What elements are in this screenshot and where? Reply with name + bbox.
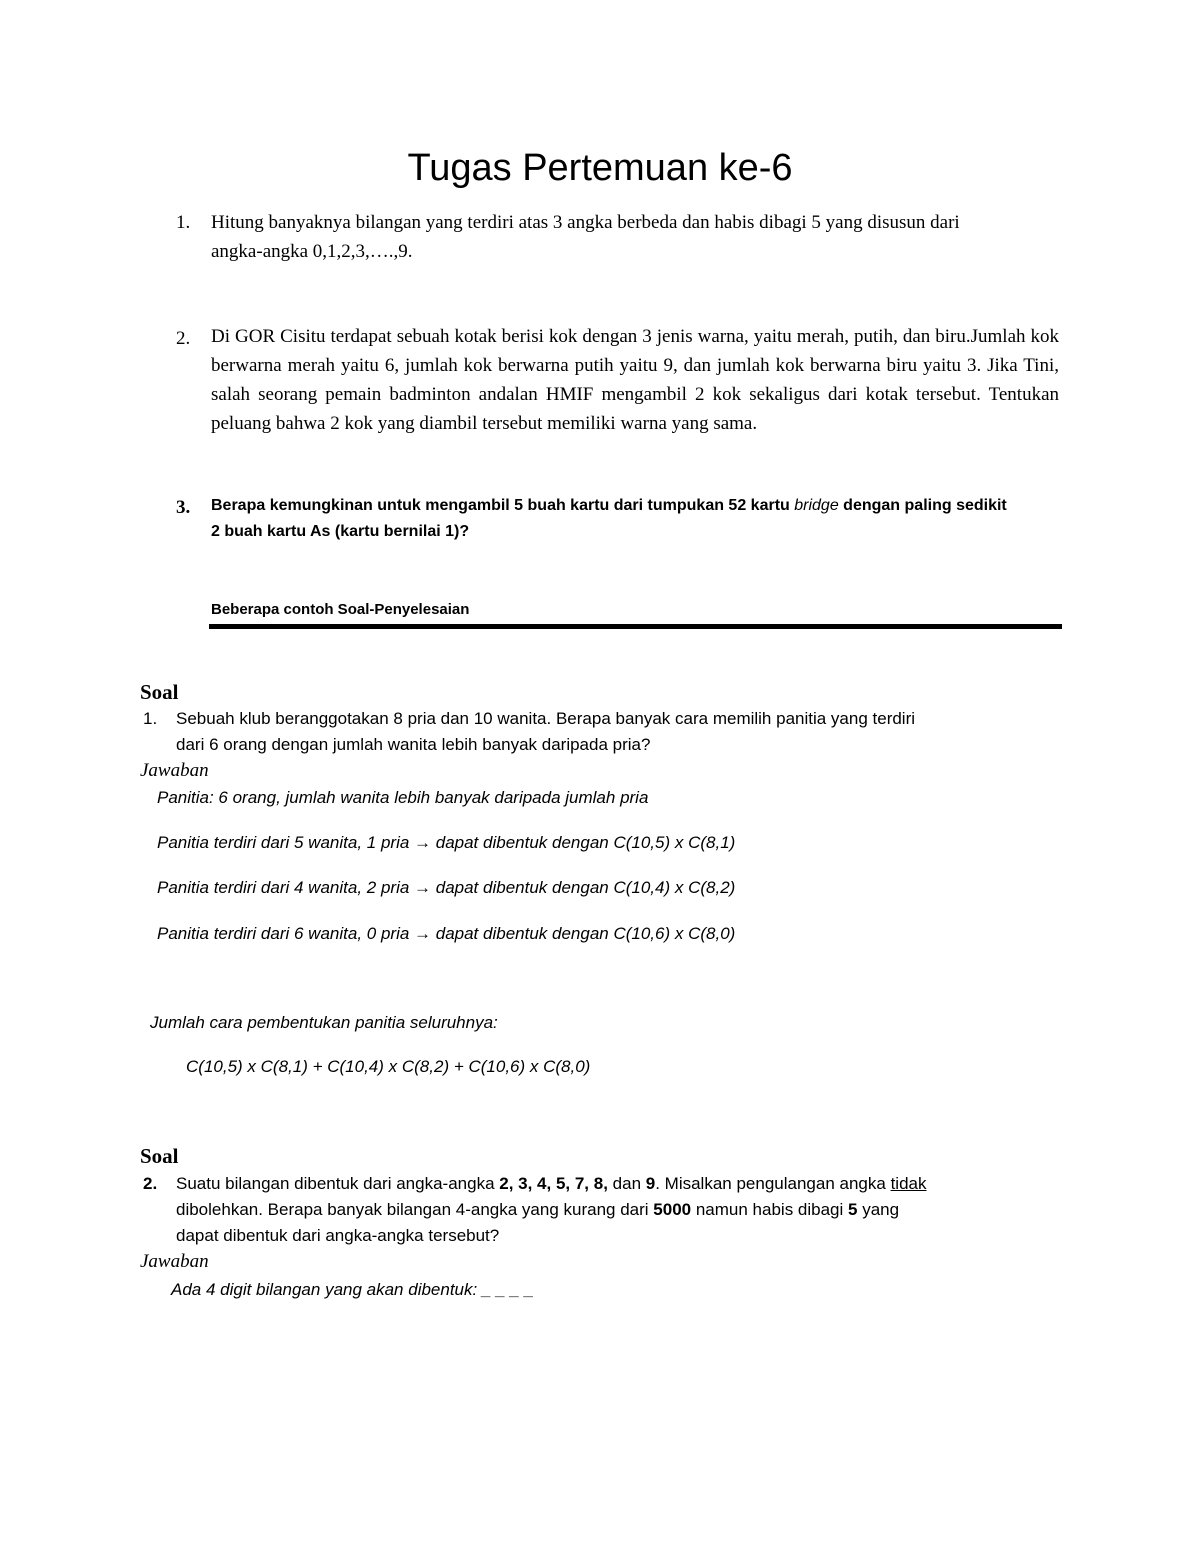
example-2-digits: 2, 3, 4, 5, 7, 8, xyxy=(499,1174,608,1193)
problem-3-line-1-a: Berapa kemungkinan untuk mengambil 5 buah kartu dari tumpukan 52 kartu xyxy=(211,497,795,514)
problem-1-line-1: Hitung banyaknya bilangan yang terdiri atas 3 angka berbeda dan habis dibagi 5 yang disusun dari xyxy=(211,212,960,233)
example-2-line-2-a: dibolehkan. Berapa banyak bilangan 4-angka yang kurang dari xyxy=(176,1200,654,1219)
answer-line-4: Panitia terdiri dari 6 wanita, 0 pria → dapat dibentuk dengan C(10,6) x C(8,0) xyxy=(157,924,736,943)
problem-1-line-2: angka-angka 0,1,2,3,….,9. xyxy=(211,241,413,262)
answer-line-3: Panitia terdiri dari 4 wanita, 2 pria → dapat dibentuk dengan C(10,4) x C(8,2) xyxy=(157,878,736,897)
problem-1-text xyxy=(211,208,1061,266)
soal-heading-2: Soal xyxy=(140,1144,179,1168)
answer-line-1: Panitia: 6 orang, jumlah wanita lebih banyak daripada jumlah pria xyxy=(157,788,649,807)
problem-3-line-2: 2 buah kartu As (kartu bernilai 1)? xyxy=(211,523,470,540)
problem-2-number: 2. xyxy=(176,328,191,349)
example-1-question xyxy=(176,706,1056,758)
example-2-question xyxy=(176,1171,1056,1249)
example-2-line-2-c: yang xyxy=(857,1200,900,1219)
example-2-line-1-c: . Misalkan pengulangan angka xyxy=(655,1174,891,1193)
section-divider xyxy=(209,624,1062,629)
problem-3-line-1 xyxy=(211,493,1071,519)
problem-3-bridge: bridge xyxy=(794,497,839,514)
example-2-line-1-a: Suatu bilangan dibentuk dari angka-angka xyxy=(176,1174,500,1193)
total-label: Jumlah cara pembentukan panitia seluruhnya: xyxy=(150,1013,498,1032)
example-2-5000: 5000 xyxy=(653,1200,692,1219)
section-heading: Beberapa contoh Soal-Penyelesaian xyxy=(211,601,470,618)
jawaban-label-2: Jawaban xyxy=(140,1251,209,1272)
example-2-line-2 xyxy=(176,1197,1056,1223)
example-2-line-1 xyxy=(176,1171,1056,1197)
total-formula: C(10,5) x C(8,1) + C(10,4) x C(8,2) + C(10,6) x C(8,0) xyxy=(186,1057,591,1076)
problem-3-number: 3. xyxy=(176,497,191,518)
problem-1-number: 1. xyxy=(176,212,191,233)
example-1-line-2: dari 6 orang dengan jumlah wanita lebih banyak daripada pria? xyxy=(176,735,651,754)
example-2-tidak: tidak xyxy=(890,1174,927,1193)
problem-3-text xyxy=(211,493,1071,545)
example-1-number: 1. xyxy=(143,709,158,728)
answer-line-2: Panitia terdiri dari 5 wanita, 1 pria → dapat dibentuk dengan C(10,5) x C(8,1) xyxy=(157,833,736,852)
example-2-line-1-b: dan xyxy=(607,1174,646,1193)
problem-2-text: Di GOR Cisitu terdapat sebuah kotak berisi kok dengan 3 jenis warna, yaitu merah, putih, dan biru.Jumlah kok berwarna merah yaitu 6, jumlah kok berwarna putih yaitu 9, dan jumlah kok berwarna biru yaitu 3. Jika Tini, salah seorang pemain badminton andalan HMIF mengambil 2 kok sekaligus dari kotak tersebut. Tentukan peluang bahwa 2 kok yang diambil tersebut memiliki warna yang sama. xyxy=(211,326,1059,434)
example-2-number: 2. xyxy=(143,1174,158,1193)
example-2-answer: Ada 4 digit bilangan yang akan dibentuk: _ _ _ _ xyxy=(171,1280,534,1299)
jawaban-label-1: Jawaban xyxy=(140,760,209,781)
problem-3-line-1-b: dengan paling sedikit xyxy=(838,497,1007,514)
example-2-five: 5 xyxy=(848,1200,858,1219)
example-2-line-3: dapat dibentuk dari angka-angka tersebut? xyxy=(176,1226,500,1245)
soal-heading-1: Soal xyxy=(140,680,179,704)
example-1-line-1: Sebuah klub beranggotakan 8 pria dan 10 wanita. Berapa banyak cara memilih panitia yang terdiri xyxy=(176,709,916,728)
example-2-nine: 9 xyxy=(645,1174,656,1193)
page-title: Tugas Pertemuan ke-6 xyxy=(407,147,793,189)
example-2-line-2-b: namun habis dibagi xyxy=(691,1200,849,1219)
